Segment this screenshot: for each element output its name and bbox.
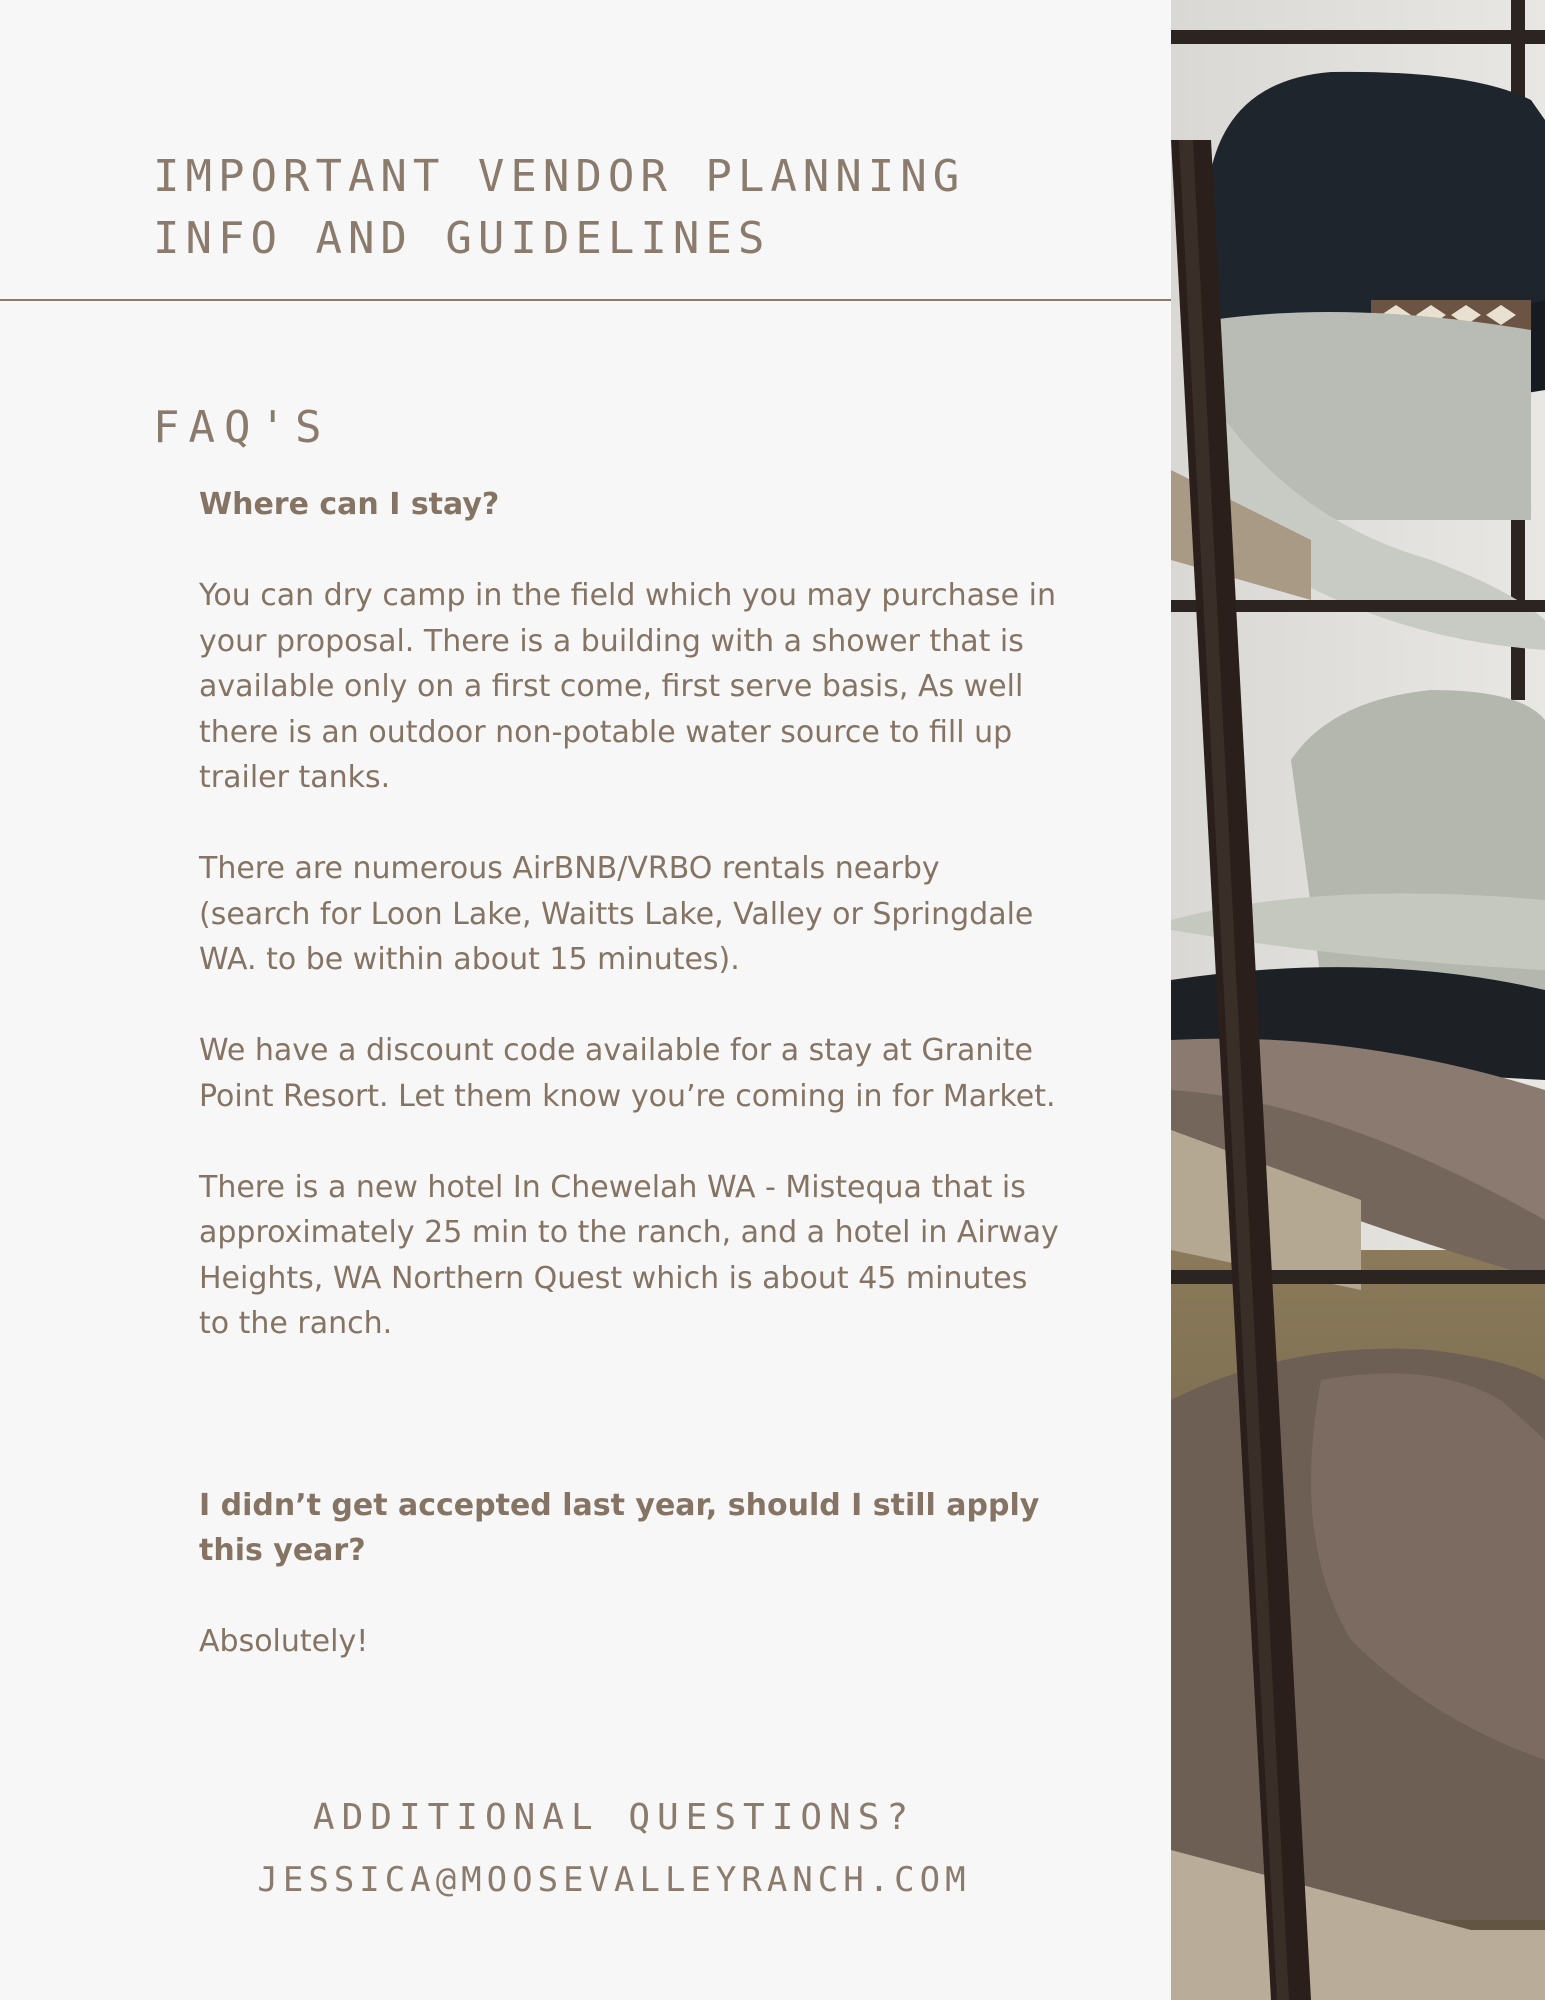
- faq-answer-paragraph: You can dry camp in the field which you may purchase in your proposal. There is a building with a shower that is available only on a first come, first serve basis, As well there is an outdoor non-potable water source to fill up trailer tanks.: [199, 578, 1057, 795]
- contact-email[interactable]: JESSICA@MOOSEVALLEYRANCH.COM: [257, 1860, 971, 1900]
- contact-footer: [0, 1788, 1228, 1912]
- faq-question-stay: Where can I stay?: [199, 487, 500, 522]
- page-title-line2: INFO AND GUIDELINES: [153, 213, 771, 264]
- faq-body: [199, 482, 1059, 1665]
- faq-answer-paragraph: There is a new hotel In Chewelah WA - Mistequa that is approximately 25 min to the ranch, and a hotel in Airway Heights, WA Northern Quest which is about 45 minutes to the ranch.: [199, 1169, 1059, 1341]
- faq-question-reapply: I didn’t get accepted last year, should I still apply this year?: [199, 1487, 1040, 1568]
- faq-answer-reapply: Absolutely!: [199, 1624, 369, 1659]
- page-title: [153, 146, 1113, 270]
- hat-rack-image: [1171, 0, 1545, 2000]
- page-title-line1: IMPORTANT VENDOR PLANNING: [153, 151, 966, 202]
- additional-questions-label: ADDITIONAL QUESTIONS?: [312, 1797, 916, 1838]
- cowboy-hats-photo: [1171, 0, 1545, 2000]
- faq-answer-paragraph: There are numerous AirBNB/VRBO rentals nearby (search for Loon Lake, Waitts Lake, Valley or Springdale WA. to be within about 15 minutes).: [199, 851, 1034, 977]
- header-divider: [0, 299, 1171, 301]
- faq-answer-paragraph: We have a discount code available for a stay at Granite Point Resort. Let them know you’re coming in for Market.: [199, 1033, 1056, 1114]
- faq-heading: FAQ'S: [153, 402, 331, 453]
